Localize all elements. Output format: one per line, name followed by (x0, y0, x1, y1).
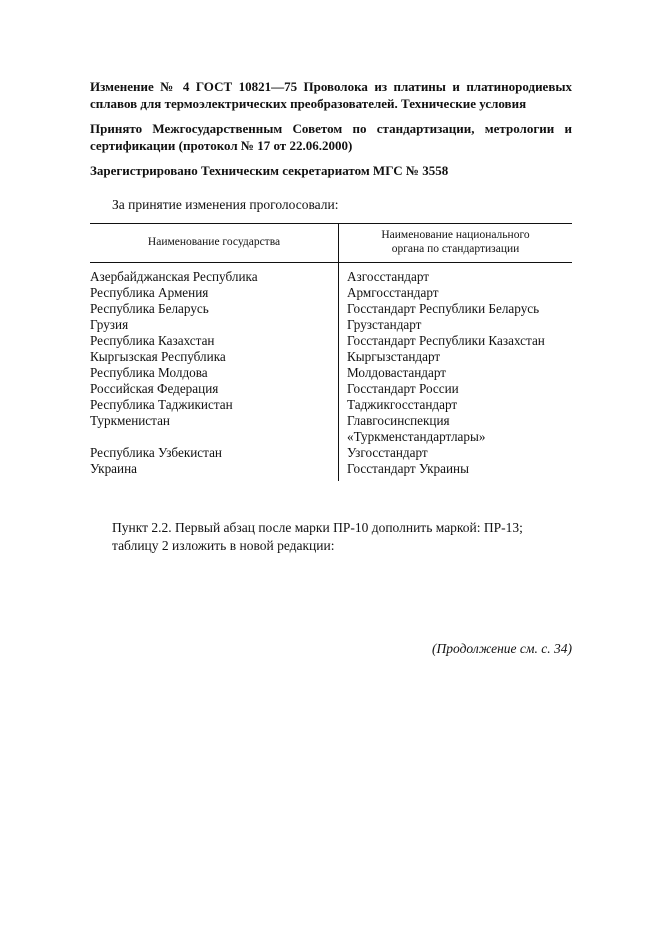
table-row (90, 461, 572, 481)
standards-body-name: Азгосстандарт (339, 263, 573, 286)
standards-body-name: Кыргызстандарт (339, 349, 573, 365)
state-name: Кыргызская Республика (90, 349, 226, 364)
adoption-note: Принято Межгосударственным Советом по стандартизации, метрологии и сертификации (протокол № 17 от 22.06.2000) (90, 121, 572, 153)
table-row (90, 263, 572, 286)
clause-2-2: Пункт 2.2. Первый абзац после марки ПР-10 дополнить маркой: ПР-13; (112, 520, 523, 535)
voted-intro: За принятие изменения проголосовали: (112, 197, 339, 212)
state-name: Республика Армения (90, 285, 209, 300)
state-name: Республика Таджикистан (90, 397, 233, 412)
voting-states-table (90, 223, 572, 481)
state-name: Украина (90, 461, 137, 476)
table-row (90, 381, 572, 397)
table-row (90, 397, 572, 413)
header-standards-body (339, 224, 573, 263)
standards-body-name: Молдовастандарт (339, 365, 573, 381)
table-row (90, 333, 572, 349)
amendment-title: Изменение № 4 ГОСТ 10821—75 Проволока из платины и платинородиевых сплавов для термоэлектрических преобразователей. Технические условия (90, 79, 572, 111)
standards-body-name: Таджикгосстандарт (339, 397, 573, 413)
header-standards-body-line1: Наименование национального (381, 229, 530, 241)
state-name: Российская Федерация (90, 381, 219, 396)
standards-body-name: Госстандарт Республики Беларусь (339, 301, 573, 317)
table-row (90, 365, 572, 381)
table-row (90, 445, 572, 461)
standards-body-name: Главгосинспекция «Туркменстандартлары» (339, 413, 573, 445)
table-2-instruction: таблицу 2 изложить в новой редакции: (112, 538, 335, 553)
registration-note: Зарегистрировано Техническим секретариатом МГС № 3558 (90, 163, 449, 178)
standards-body-name: Грузстандарт (339, 317, 573, 333)
table-row (90, 317, 572, 333)
standards-body-name: Армгосстандарт (339, 285, 573, 301)
state-name: Республика Казахстан (90, 333, 215, 348)
header-standards-body-line2: органа по стандартизации (391, 243, 520, 255)
table-row (90, 285, 572, 301)
state-name: Грузия (90, 317, 129, 332)
state-name: Азербайджанская Республика (90, 269, 258, 284)
state-name: Туркменистан (90, 413, 170, 428)
table-header-row (90, 224, 572, 263)
state-name: Республика Беларусь (90, 301, 209, 316)
header-state: Наименование государства (90, 224, 339, 263)
table-row (90, 413, 572, 445)
standards-body-name: Госстандарт Украины (339, 461, 573, 481)
state-name: Республика Молдова (90, 365, 208, 380)
standards-body-name: Госстандарт Республики Казахстан (339, 333, 573, 349)
table-row (90, 349, 572, 365)
state-name: Республика Узбекистан (90, 445, 222, 460)
table-row (90, 301, 572, 317)
document-page (90, 78, 572, 657)
standards-body-name: Госстандарт России (339, 381, 573, 397)
table-body (90, 263, 572, 482)
continuation-note: (Продолжение см. с. 34) (432, 641, 572, 656)
standards-body-name: Узгосстандарт (339, 445, 573, 461)
